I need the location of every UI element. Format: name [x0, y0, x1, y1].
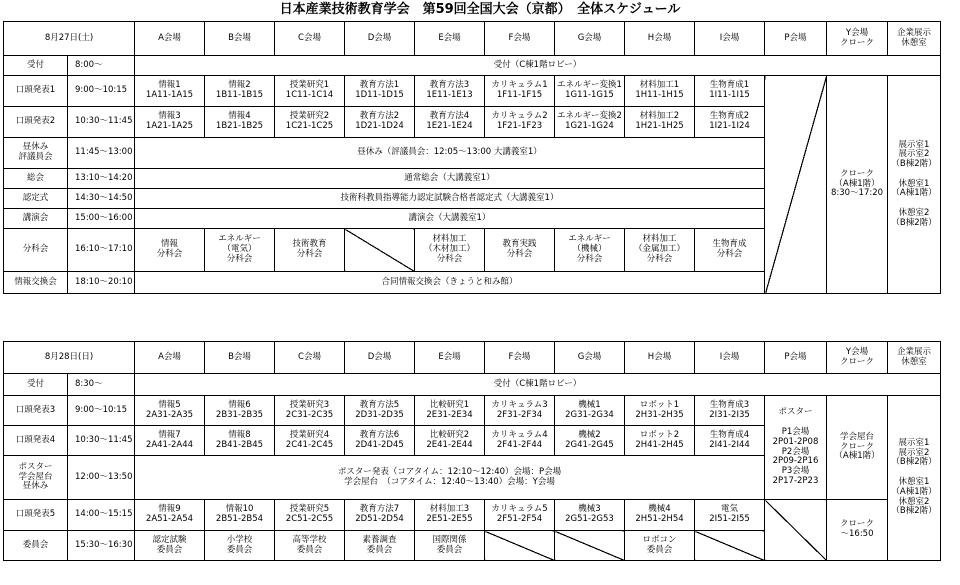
venue-p: P会場	[765, 342, 827, 374]
venue-g: G会場	[555, 22, 625, 56]
row-label: 分科会	[4, 229, 68, 272]
row-time: 14:30～14:50	[68, 189, 135, 209]
row-label: 委員会	[4, 531, 68, 561]
row-time: 8:30～	[68, 374, 135, 396]
venue-exhibit: 企業展示 休憩室	[888, 342, 941, 374]
day2-reception-row	[4, 374, 941, 396]
venue-d: D会場	[345, 22, 415, 56]
session-cell: カリキュラム4 2F41-2F44	[485, 426, 555, 456]
subcommittee-cell: 材料加工 （木材加工） 分科会	[415, 229, 485, 272]
p-venue-empty-cell	[765, 76, 827, 294]
row-time: 10:30～11:45	[68, 107, 135, 138]
venue-b: B会場	[205, 342, 275, 374]
committee-cell: ロボコン 委員会	[625, 531, 695, 561]
day1-oral1-row	[4, 76, 941, 107]
subcommittee-cell: 技術教育 分科会	[275, 229, 345, 272]
row-label: 口頭発表4	[4, 426, 68, 456]
venue-a: A会場	[135, 342, 205, 374]
session-cell: 材料加工3 2E51-2E55	[415, 500, 485, 531]
session-cell: エネルギー変換2 1G21-1G24	[555, 107, 625, 138]
row-label: 認定式	[4, 189, 68, 209]
row-label: 口頭発表1	[4, 76, 68, 107]
row-label: 口頭発表3	[4, 396, 68, 426]
subcommittee-cell: 材料加工 （金属加工） 分科会	[625, 229, 695, 272]
day2-schedule-table	[3, 341, 941, 561]
row-label: 講演会	[4, 209, 68, 229]
venue-e: E会場	[415, 342, 485, 374]
session-cell: 授業研究2 1C21-1C25	[275, 107, 345, 138]
row-time: 11:45～13:00	[68, 138, 135, 169]
exhibit-cell: 展示室1 展示室2 （B棟2階） 休憩室1 （A棟1階） 休憩室2 （B棟2階）	[888, 396, 941, 561]
session-cell: 電気 2I51-2I55	[695, 500, 765, 531]
session-cell: エネルギー変換1 1G11-1G15	[555, 76, 625, 107]
session-cell: 情報5 2A31-2A35	[135, 396, 205, 426]
poster-cell: ポスター P1会場 2P01-2P08 P2会場 2P09-2P16 P3会場 2P17-2P23	[765, 396, 827, 500]
session-cell: 授業研究3 2C31-2C35	[275, 396, 345, 426]
empty-cell	[345, 229, 415, 272]
row-label: 受付	[4, 374, 68, 396]
committee-cell: 素養調査 委員会	[345, 531, 415, 561]
lunch-text: 昼休み（評議員会：12:05～13:00 大講義室1）	[135, 138, 765, 169]
session-cell: 情報1 1A11-1A15	[135, 76, 205, 107]
session-cell: 教育方法1 1D11-1D15	[345, 76, 415, 107]
exhibit-cell: 展示室1 展示室2 （B棟2階） 休憩室1 （A棟1階） 休憩室2 （B棟2階）	[888, 76, 941, 294]
venue-f: F会場	[485, 342, 555, 374]
session-cell: 生物育成1 1I11-1I15	[695, 76, 765, 107]
row-time: 8:00～	[68, 56, 135, 76]
empty-cell	[555, 531, 625, 561]
p-venue-empty-cell	[765, 500, 827, 561]
day1-header-row	[4, 22, 941, 56]
row-label: 口頭発表5	[4, 500, 68, 531]
session-cell: 教育方法5 2D31-2D35	[345, 396, 415, 426]
reception-text: 受付（C棟1階ロビー）	[135, 374, 941, 396]
row-time: 18:10～20:10	[68, 272, 135, 294]
day2-oral3-row	[4, 396, 941, 426]
venue-h: H会場	[625, 342, 695, 374]
day2-header-row	[4, 342, 941, 374]
row-label: 情報交換会	[4, 272, 68, 294]
day1-date: 8月27日(土)	[4, 22, 135, 56]
row-time: 10:30～11:45	[68, 426, 135, 456]
session-cell: 教育方法2 1D21-1D24	[345, 107, 415, 138]
cloak-cell: クローク （A棟1階） 8:30～17:20	[827, 76, 888, 294]
session-cell: 生物育成2 1I21-1I24	[695, 107, 765, 138]
venue-c: C会場	[275, 342, 345, 374]
session-cell: 機械2 2G41-2G45	[555, 426, 625, 456]
poster-row-text: ポスター発表（コアタイム：12:10～12:40）会場：P会場 学会屋台 （コアタイム：12:40～13:40）会場：Y会場	[135, 456, 765, 500]
session-cell: 授業研究5 2C51-2C55	[275, 500, 345, 531]
venue-d: D会場	[345, 342, 415, 374]
session-cell: 機械3 2G51-2G53	[555, 500, 625, 531]
session-cell: カリキュラム5 2F51-2F54	[485, 500, 555, 531]
session-cell: 比較研究2 2E41-2E44	[415, 426, 485, 456]
session-cell: カリキュラム3 2F31-2F34	[485, 396, 555, 426]
row-time: 9:00～10:15	[68, 396, 135, 426]
session-cell: 材料加工2 1H21-1H25	[625, 107, 695, 138]
venue-f: F会場	[485, 22, 555, 56]
venue-h: H会場	[625, 22, 695, 56]
venue-p: P会場	[765, 22, 827, 56]
lecture-text: 講演会（大講義室1）	[135, 209, 765, 229]
row-label: 昼休み 評議員会	[4, 138, 68, 169]
cert-text: 技術科教員指導能力認定試験合格者認定式（大講義室1）	[135, 189, 765, 209]
row-time: 9:00～10:15	[68, 76, 135, 107]
row-label: 総会	[4, 169, 68, 189]
session-cell: 授業研究1 1C11-1C14	[275, 76, 345, 107]
subcommittee-cell: 教育実践 分科会	[485, 229, 555, 272]
row-label: 受付	[4, 56, 68, 76]
cloak-cell: クローク ～16:50	[827, 500, 888, 561]
empty-cell	[695, 531, 765, 561]
session-cell: カリキュラム2 1F21-1F23	[485, 107, 555, 138]
session-cell: 情報8 2B41-2B45	[205, 426, 275, 456]
venue-y: Y会場 クローク	[827, 22, 888, 56]
subcommittee-cell: 情報 分科会	[135, 229, 205, 272]
row-time: 15:00～16:00	[68, 209, 135, 229]
session-cell: ロボット2 2H41-2H45	[625, 426, 695, 456]
row-time: 12:00～13:50	[68, 456, 135, 500]
committee-cell: 小学校 委員会	[205, 531, 275, 561]
venue-b: B会場	[205, 22, 275, 56]
venue-a: A会場	[135, 22, 205, 56]
session-cell: 情報9 2A51-2A54	[135, 500, 205, 531]
subcommittee-cell: 生物育成 分科会	[695, 229, 765, 272]
session-cell: 情報7 2A41-2A44	[135, 426, 205, 456]
row-label: 口頭発表2	[4, 107, 68, 138]
row-time: 14:00～15:15	[68, 500, 135, 531]
subcommittee-cell: エネルギー （電気） 分科会	[205, 229, 275, 272]
committee-cell: 認定試験 委員会	[135, 531, 205, 561]
session-cell: カリキュラム1 1F11-1F15	[485, 76, 555, 107]
subcommittee-cell: エネルギー （機械） 分科会	[555, 229, 625, 272]
session-cell: 教育方法4 1E21-1E24	[415, 107, 485, 138]
session-cell: 比較研究1 2E31-2E34	[415, 396, 485, 426]
venue-i: I会場	[695, 342, 765, 374]
day1-schedule-table	[3, 21, 941, 294]
session-cell: 情報2 1B11-1B15	[205, 76, 275, 107]
day1-reception-row	[4, 56, 941, 76]
day2-date: 8月28日(日)	[4, 342, 135, 374]
venue-y: Y会場 クローク	[827, 342, 888, 374]
venue-i: I会場	[695, 22, 765, 56]
empty-cell	[485, 531, 555, 561]
committee-cell: 高等学校 委員会	[275, 531, 345, 561]
row-time: 13:10～14:20	[68, 169, 135, 189]
session-cell: 情報10 2B51-2B54	[205, 500, 275, 531]
session-cell: 機械1 2G31-2G34	[555, 396, 625, 426]
reception-text: 受付（C棟1階ロビー）	[135, 56, 941, 76]
yatai-cell: 学会屋台 クローク （A棟1階）	[827, 396, 888, 500]
day2-oral5-row	[4, 500, 941, 531]
session-cell: ロボット1 2H31-2H35	[625, 396, 695, 426]
row-time: 15:30～16:30	[68, 531, 135, 561]
session-cell: 教育方法6 2D41-2D45	[345, 426, 415, 456]
venue-c: C会場	[275, 22, 345, 56]
session-cell: 情報3 1A21-1A25	[135, 107, 205, 138]
session-cell: 情報6 2B31-2B35	[205, 396, 275, 426]
session-cell: 授業研究4 2C41-2C45	[275, 426, 345, 456]
session-cell: 教育方法7 2D51-2D54	[345, 500, 415, 531]
venue-exhibit: 企業展示 休憩室	[888, 22, 941, 56]
session-cell: 材料加工1 1H11-1H15	[625, 76, 695, 107]
venue-g: G会場	[555, 342, 625, 374]
session-cell: 生物育成4 2I41-2I44	[695, 426, 765, 456]
session-cell: 教育方法3 1E11-1E13	[415, 76, 485, 107]
row-label: ポスター 学会屋台 昼休み	[4, 456, 68, 500]
general-text: 通常総会（大講義室1）	[135, 169, 765, 189]
page-title: 日本産業技術教育学会 第59回全国大会（京都） 全体スケジュール	[279, 2, 681, 17]
session-cell: 機械4 2H51-2H54	[625, 500, 695, 531]
committee-cell: 国際関係 委員会	[415, 531, 485, 561]
exchange-text: 合同情報交換会（きょうと和み館）	[135, 272, 765, 294]
venue-e: E会場	[415, 22, 485, 56]
session-cell: 情報4 1B21-1B25	[205, 107, 275, 138]
session-cell: 生物育成3 2I31-2I35	[695, 396, 765, 426]
row-time: 16:10～17:10	[68, 229, 135, 272]
